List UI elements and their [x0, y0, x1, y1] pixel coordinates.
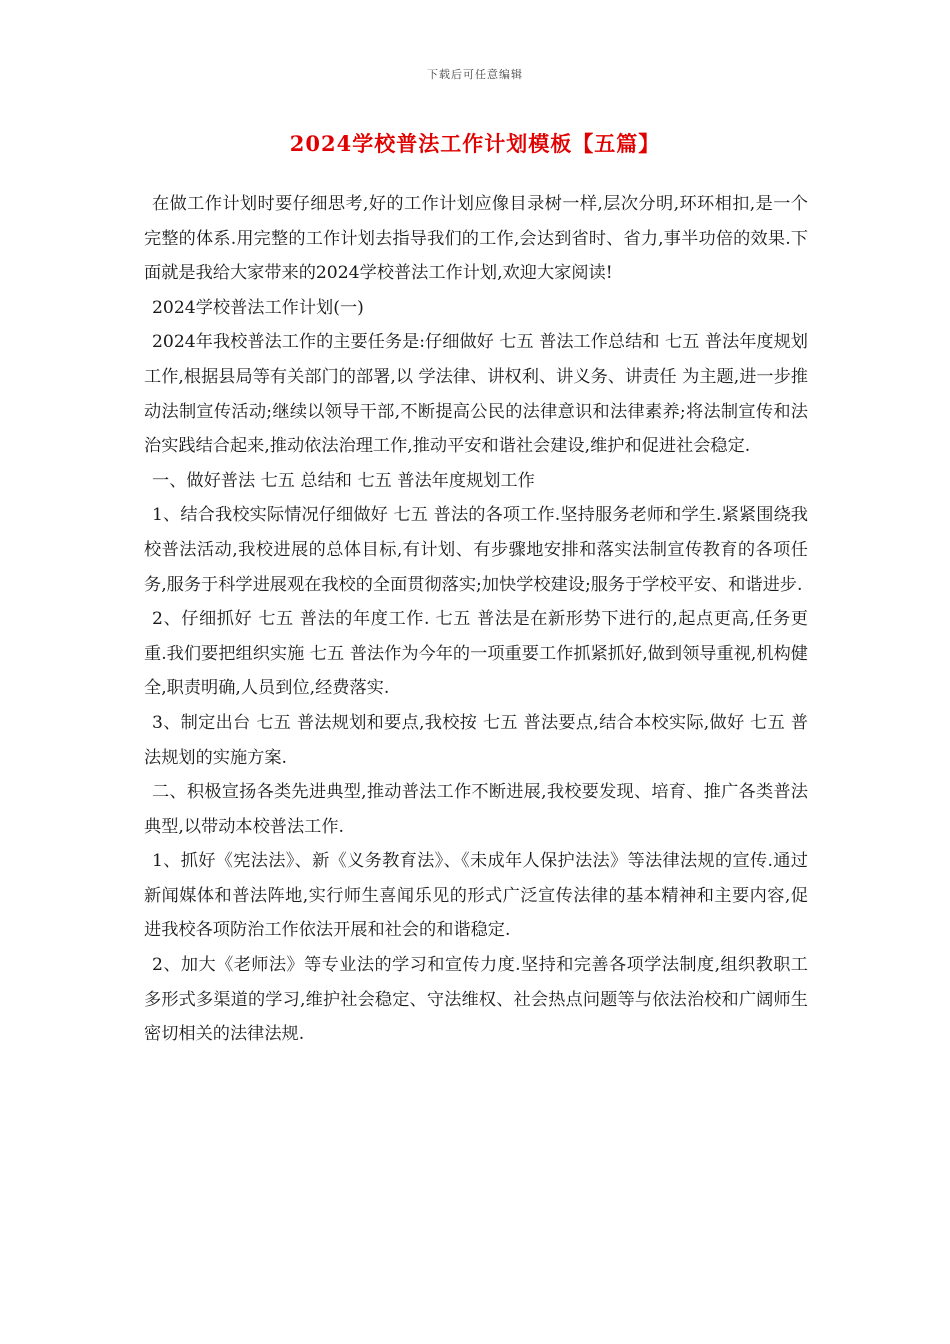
paragraph-item-2-1: 1、抓好《宪法法》、新《义务教育法》、《未成年人保护法法》等法律法规的宣传.通过新闻媒体和普法阵地,实行师生喜闻乐见的形式广泛宣传法律的基本精神和主要内容,促进我校各项防治工作依法开展和社会的和谐稳定. [144, 851, 808, 941]
section-heading-plan-1: 2024学校普法工作计划(一) [152, 297, 364, 318]
document-title: 2024学校普法工作计划模板【五篇】 [289, 131, 661, 156]
paragraph-main-task: 2024年我校普法工作的主要任务是:仔细做好 七五 普法工作总结和 七五 普法年度规划工作,根据县局等有关部门的部署,以 学法律、讲权利、讲义务、讲责任 为主题,进一步推动法制宣传活动;继续以领导干部,不断提高公民的法律意识和法律素养;将法制宣传和法治实践结合起来,推动依法治理工作,推动平安和谐社会建设,维护和促进社会稳定. [144, 332, 808, 457]
paragraph-item-1-2: 2、仔细抓好 七五 普法的年度工作. 七五 普法是在新形势下进行的,起点更高,任务更重.我们要把组织实施 七五 普法作为今年的一项重要工作抓紧抓好,做到领导重视,机构健全,职责明确,人员到位,经费落实. [144, 609, 808, 699]
page-header: 下载后可任意编辑 [427, 68, 523, 81]
paragraph-item-1-3: 3、制定出台 七五 普法规划和要点,我校按 七五 普法要点,结合本校实际,做好 七五 普法规划的实施方案. [144, 712, 808, 768]
document-body [144, 187, 808, 1052]
section-heading-1: 一、做好普法 七五 总结和 七五 普法年度规划工作 [152, 470, 535, 491]
paragraph-item-2-2: 2、加大《老师法》等专业法的学习和宣传力度.坚持和完善各项学法制度,组织教职工多形式多渠道的学习,维护社会稳定、守法维权、社会热点问题等与依法治校和广阔师生密切相关的法律法规. [144, 955, 808, 1045]
section-heading-2: 二、积极宣扬各类先进典型,推动普法工作不断进展,我校要发现、培育、推广各类普法典型,以带动本校普法工作. [144, 782, 808, 837]
paragraph-item-1-1: 1、结合我校实际情况仔细做好 七五 普法的各项工作.坚持服务老师和学生.紧紧围绕我校普法活动,我校进展的总体目标,有计划、有步骤地安排和落实法制宣传教育的各项任务,服务于科学进展观在我校的全面贯彻落实;加快学校建设;服务于学校平安、和谐进步. [144, 505, 808, 595]
paragraph-intro: 在做工作计划时要仔细思考,好的工作计划应像目录树一样,层次分明,环环相扣,是一个完整的体系.用完整的工作计划去指导我们的工作,会达到省时、省力,事半功倍的效果.下面就是我给大家带来的2024学校普法工作计划,欢迎大家阅读! [144, 194, 808, 284]
